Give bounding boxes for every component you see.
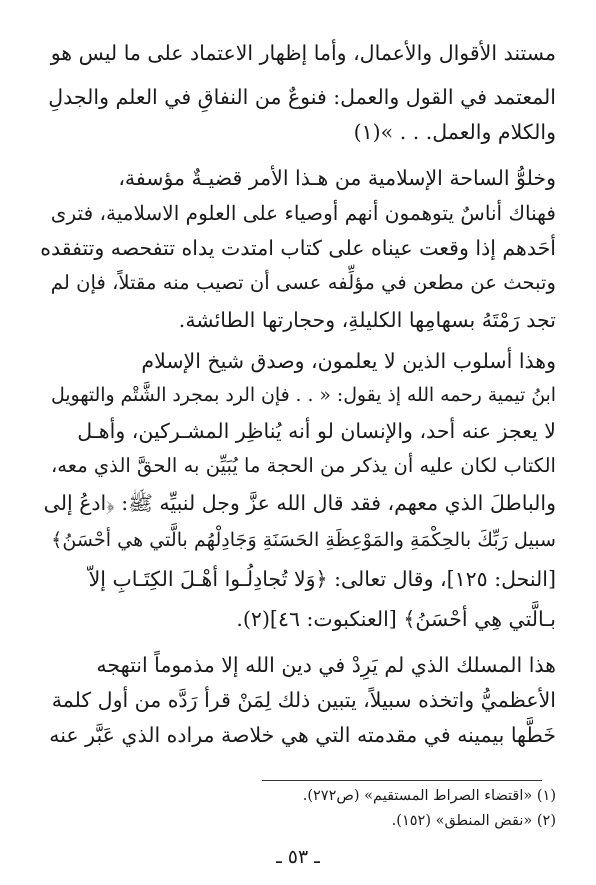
text-line: وتبحث عن مطعن في مؤلِّفه عسى أن تصيب منه مقتلاً، فإن لم: [50, 271, 556, 294]
text-line: والباطلَ الذي معهم، فقد قال الله عزَّ وجل لنبيِّه ﷺ: ﴿ادعُ إلى: [43, 491, 556, 515]
text-line: تجد رَمْتَهُ بسهامِها الكليلةِ، وحجارتها الطائشة.: [178, 308, 556, 332]
footnote-divider: [262, 780, 542, 781]
text-line: وخلوُّ الساحة الإسلامية من هـذا الأمر قضيـةٌ مؤسفة،: [118, 166, 556, 190]
text-line: ابنُ تيمية رحمه الله إذ يقول: « . . فإن الرد بمجرد الشَّتْم والتهويل: [51, 385, 556, 406]
footnote-2: (٢) «نقض المنطق» (١٥٢).: [391, 813, 556, 829]
text-line: سبيل رَبِّكَ بالحِكْمَةِ والمَوْعِظَةِ الحَسَنَةِ وَجَادِلْهُم بالَّتي هي أحْسَنُ﴾: [51, 528, 556, 551]
text-line: لا يعجز عنه أحد، والإنسان لو أنه يُناظِر المشـركين، وأهـل: [77, 419, 556, 443]
text-line: الكتاب لكان عليه أن يذكر من الحجة ما يُبَيِّن به الحقَّ الذي معه،: [50, 454, 556, 477]
text-line: أحَدهم إذا وقعت عيناه على كتاب امتدت يداه تتفحصه وتتفقده: [40, 236, 556, 260]
text-line: خَطَّها بيمينه في مقدمته التي هي خلاصة مراده الذي عَبَّر عنه: [49, 723, 556, 747]
text-line: والكلام والعمل. . . »(١): [353, 120, 556, 144]
text-line: مستند الأقوال والأعمال، وأما إظهار الاعتماد على ما ليس هو: [50, 41, 556, 65]
page-number: ـ ٥٣ ـ: [276, 846, 320, 868]
footnote-1: (١) «اقتضاء الصراط المستقيم» (ص٢٧٢).: [302, 788, 556, 804]
text-line: بـالَّتي هِي أحْسَنُ﴾ [العنكبوت: ٤٦](٢).: [236, 607, 556, 631]
text-line: المعتمد في القول والعمل: فنوعٌ من النفاقِ في العلم والجدلِ: [48, 85, 556, 109]
text-line: وهذا أسلوب الذين لا يعلمون، وصدق شيخ الإسلام: [141, 349, 556, 373]
text-line: الأعظميُّ واتخذه سبيلاً، يتبين ذلك لِمَنْ قرأ رَدَّه من أول كلمة: [51, 688, 556, 712]
text-line: فهناك أناسٌ يتوهمون أنهم أوصياء على العلوم الاسلامية، فترى: [50, 201, 556, 225]
text-line: هذا المسلك الذي لم يَرِدْ في دين الله إلا مذموماً انتهجه: [96, 653, 556, 677]
text-line: [النحل: ١٢٥]، وقال تعالى: ﴿وَلا تُجادِلُـوا أهْـلَ الكِتَـابِ إلاّ: [88, 567, 556, 591]
